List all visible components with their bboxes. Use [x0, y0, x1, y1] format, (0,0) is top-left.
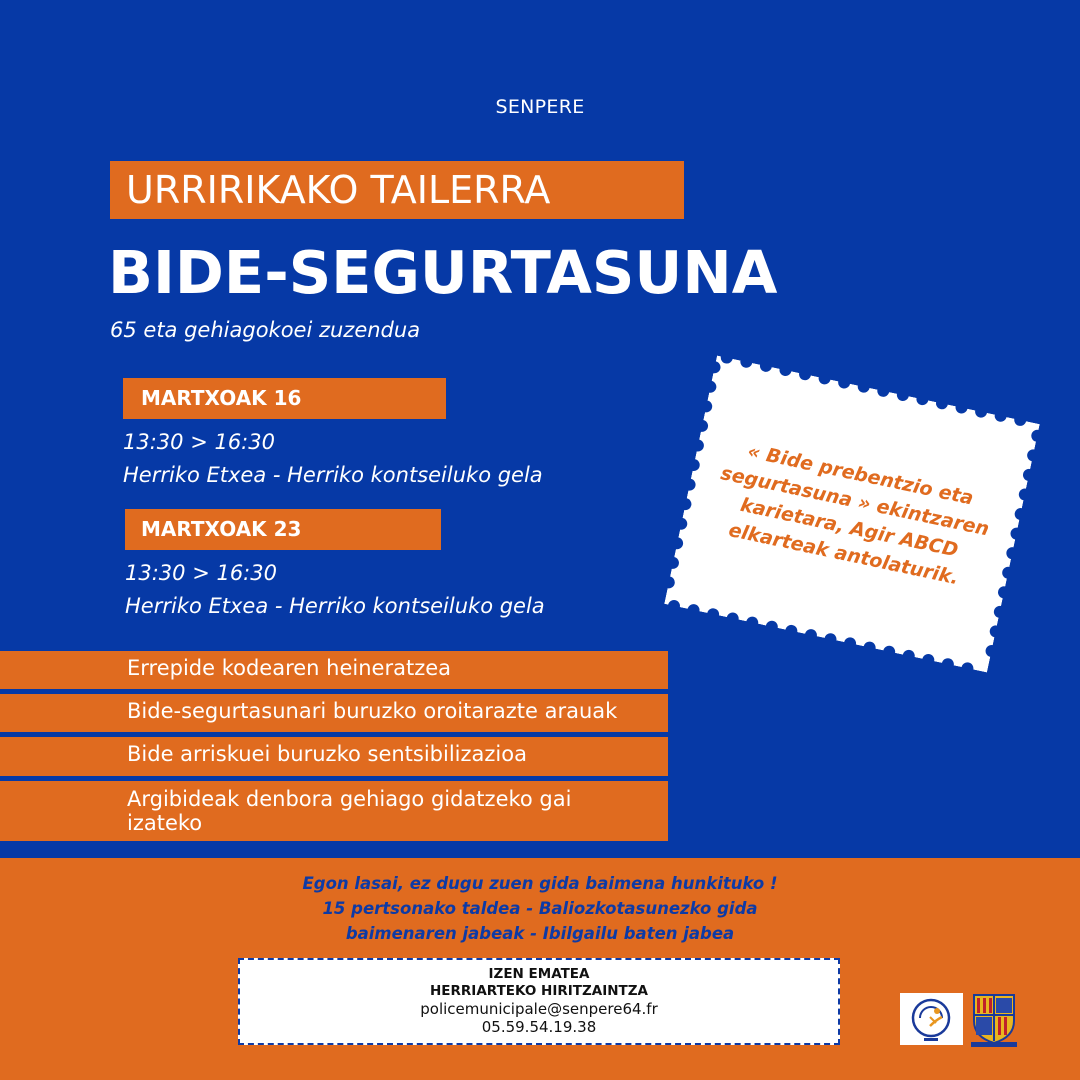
subtitle: URRIRIKAKO TAILERRA — [126, 168, 551, 212]
topic-item: Argibideak denbora gehiago gidatzeko gai izateko — [127, 787, 572, 835]
stamp-message: « Bide prebentzio eta segurtasuna » ekintzaren karietara, Agir ABCD elkarteak antolaturik. — [718, 440, 992, 590]
topic-item: Errepide kodearen heineratzea — [127, 656, 452, 680]
topic-item: Bide arriskuei buruzko sentsibilizazioa — [127, 742, 527, 766]
session-1-time: 13:30 > 16:30 — [123, 430, 275, 454]
agir-abcd-logo-icon — [900, 993, 963, 1045]
page-title: BIDE-SEGURTASUNA — [108, 238, 778, 307]
info-line-2: 15 pertsonako taldea - Baliozkotasunezko gida — [322, 899, 758, 918]
registration-organization: HERRIARTEKO HIRITZAINTZA — [430, 983, 648, 999]
registration-email[interactable]: policemunicipale@senpere64.fr — [420, 1000, 658, 1018]
topic-item: Bide-segurtasunari buruzko oroitarazte arauak — [127, 699, 618, 723]
info-line-1: Egon lasai, ez dugu zuen gida baimena hunkituko ! — [302, 874, 778, 893]
registration-title: IZEN EMATEA — [488, 966, 590, 982]
session-1-place: Herriko Etxea - Herriko kontseiluko gela — [123, 463, 543, 487]
session-2-place: Herriko Etxea - Herriko kontseiluko gela — [125, 594, 545, 618]
registration-phone[interactable]: 05.59.54.19.38 — [481, 1018, 597, 1036]
audience-note: 65 eta gehiagokoei zuzendua — [110, 318, 421, 342]
session-1-date: MARTXOAK 16 — [141, 386, 302, 410]
session-2-date: MARTXOAK 23 — [141, 517, 302, 541]
senpere-coat-of-arms-icon — [971, 993, 1017, 1047]
info-line-3: baimenaren jabeak - Ibilgailu baten jabea — [345, 924, 735, 943]
city-name: SENPERE — [495, 96, 585, 118]
session-2-time: 13:30 > 16:30 — [125, 561, 277, 585]
